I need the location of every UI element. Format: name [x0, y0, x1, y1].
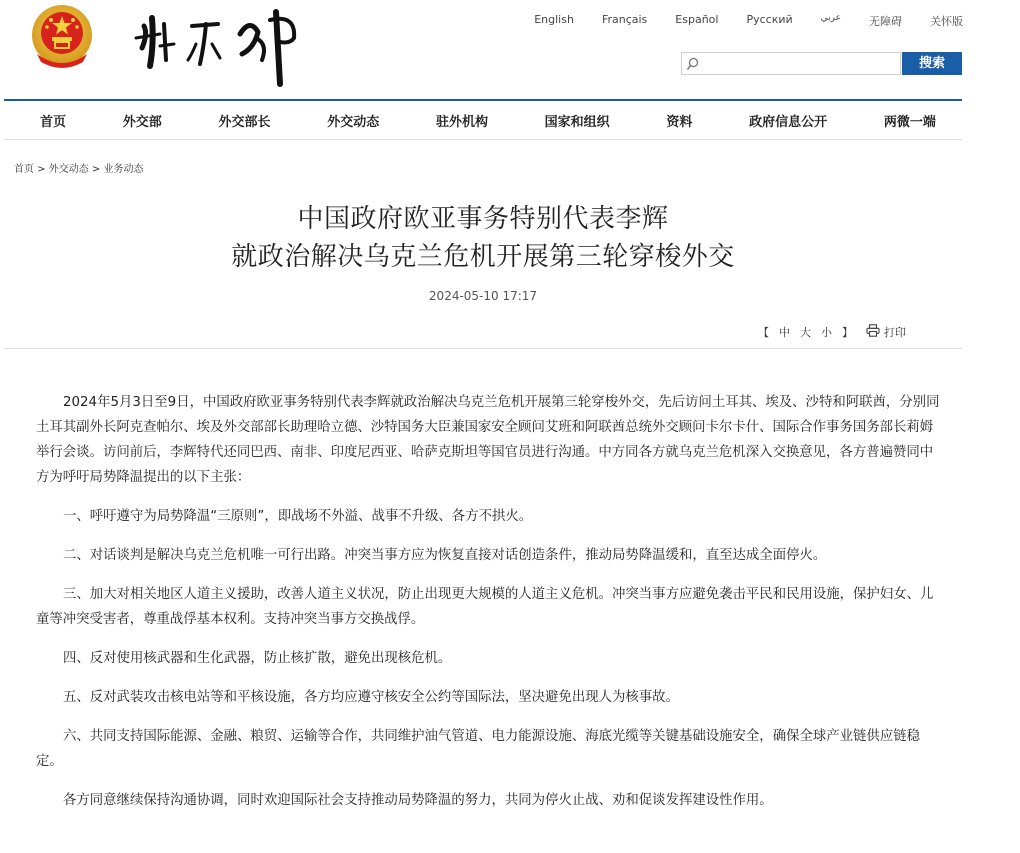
nav-item-home[interactable]: 首页: [40, 114, 67, 130]
nav-item-resources[interactable]: 资料: [666, 114, 693, 130]
print-label: 打印: [884, 326, 906, 339]
lang-arabic-link[interactable]: عربي: [820, 13, 841, 23]
article-body: [36, 390, 940, 827]
search-button[interactable]: 搜索: [902, 52, 962, 75]
bracket-open: 【: [758, 326, 769, 339]
nav-item-minister[interactable]: 外交部长: [218, 114, 271, 130]
calligraphy-logo-icon[interactable]: [130, 4, 310, 88]
breadcrumb[interactable]: 首页 > 外交动态 > 业务动态: [14, 164, 144, 175]
article-paragraph: 四、反对使用核武器和生化武器，防止核扩散，避免出现核危机。: [63, 651, 452, 666]
print-button[interactable]: [866, 324, 906, 340]
article-title-line1: 中国政府欧亚事务特别代表李辉: [297, 204, 669, 234]
printer-icon: [866, 324, 880, 340]
article-title-line2: 就政治解决乌克兰危机开展第三轮穿梭外交: [231, 242, 735, 272]
search-box: [681, 52, 901, 75]
font-size-small[interactable]: 小: [821, 326, 832, 339]
article-paragraph: 五、反对武装攻击核电站等和平核设施，各方均应遵守核安全公约等国际法，坚决避免出现人为核事故。: [63, 690, 679, 705]
lang-french-link[interactable]: Français: [601, 13, 648, 26]
lang-english-link[interactable]: English: [534, 13, 574, 26]
main-nav: [4, 101, 962, 139]
bracket-close: 】: [842, 326, 853, 339]
national-emblem-icon[interactable]: [27, 2, 97, 72]
nav-item-ministry[interactable]: 外交部: [122, 114, 162, 130]
care-mode-link[interactable]: 关怀版: [930, 15, 963, 28]
font-size-large[interactable]: 大: [800, 326, 811, 339]
article-paragraph: 六、共同支持国际能源、金融、粮贸、运输等合作，共同维护油气管道、电力能源设施、海底光缆等关键基础设施安全，确保全球产业链供应链稳定。: [36, 729, 920, 769]
article-date: 2024-05-10 17:17: [428, 289, 538, 303]
nav-item-social-media[interactable]: 两微一端: [883, 114, 936, 130]
article-divider: [4, 348, 962, 349]
lang-spanish-link[interactable]: Español: [675, 13, 719, 26]
language-bar: [520, 13, 963, 29]
nav-item-news[interactable]: 外交动态: [327, 114, 380, 130]
article-paragraph: 三、加大对相关地区人道主义援助，改善人道主义状况，防止出现更大规模的人道主义危机。冲突当事方应避免袭击平民和民用设施，保护妇女、儿童等冲突受害者，尊重战俘基本权利。支持冲突当事方交换战俘。: [36, 587, 934, 627]
nav-item-government-info[interactable]: 政府信息公开: [749, 114, 828, 130]
article-paragraph: 一、呼吁遵守为局势降温“三原则”，即战场不外溢、战事不升级、各方不拱火。: [63, 509, 533, 524]
search-icon: [686, 56, 699, 75]
font-size-control: [758, 324, 853, 340]
nav-divider: [4, 139, 962, 140]
font-size-medium[interactable]: 中: [779, 326, 790, 339]
accessibility-link[interactable]: 无障碍: [869, 15, 902, 28]
search-input[interactable]: [702, 55, 897, 72]
article-paragraph: 2024年5月3日至9日，中国政府欧亚事务特别代表李辉就政治解决乌克兰危机开展第三轮穿梭外交，先后访问土耳其、埃及、沙特和阿联酋，分别同土耳其副外长阿克查帕尔、埃及外交部部长助理哈立德、沙特国务大臣兼国家安全顾问艾班和阿联酋总统外交顾问卡尔卡什、国际合作事务国务部长莉姆举行会谈。访问前后，李辉特代还同巴西、南非、印度尼西亚、哈萨克斯坦等国官员进行沟通。中方同各方就乌克兰危机深入交换意见，各方普遍赞同中方为呼吁局势降温提出的以下主张：: [36, 395, 940, 485]
nav-item-countries[interactable]: 国家和组织: [544, 114, 610, 130]
article-paragraph: 各方同意继续保持沟通协调，同时欢迎国际社会支持推动局势降温的努力，共同为停火止战、劝和促谈发挥建设性作用。: [63, 793, 773, 808]
lang-russian-link[interactable]: Русский: [746, 13, 793, 26]
article-paragraph: 二、对话谈判是解决乌克兰危机唯一可行出路。冲突当事方应为恢复直接对话创造条件，推动局势降温缓和，直至达成全面停火。: [63, 548, 827, 563]
nav-item-missions[interactable]: 驻外机构: [435, 114, 488, 130]
